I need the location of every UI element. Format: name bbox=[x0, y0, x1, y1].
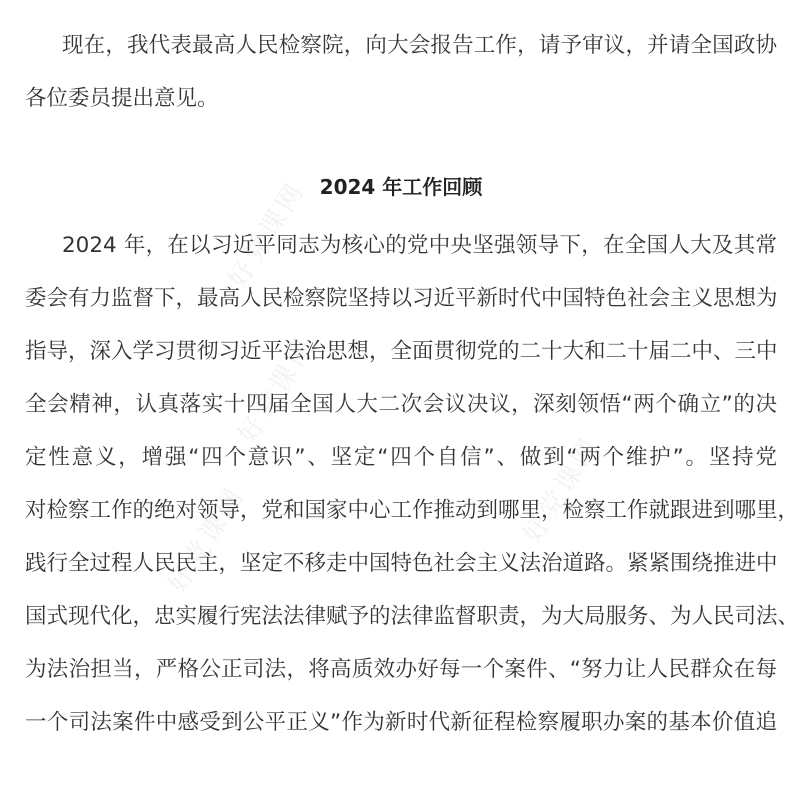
paragraph-line: 全会精神，认真落实十四届全国人大二次会议决议，深刻领悟“两个确立”的决 bbox=[25, 392, 777, 417]
paragraph-line: 为法治担当，严格公正司法，将高质效办好每一个案件、“努力让人民群众在每 bbox=[25, 657, 777, 682]
paragraph-line: 一个司法案件中感受到公平正义”作为新时代新征程检察履职办案的基本价值追 bbox=[25, 710, 777, 735]
document-body bbox=[25, 0, 800, 749]
watermark: 好党课网 bbox=[517, 430, 607, 549]
paragraph-line: 践行全过程人民民主，坚定不移走中国特色社会主义法治道路。紧紧围绕推进中 bbox=[25, 551, 778, 576]
watermark: 好党课网 bbox=[232, 330, 322, 449]
watermark: 好党课网 bbox=[162, 480, 252, 599]
paragraph-line: 委会有力监督下，最高人民检察院坚持以习近平新时代中国特色社会主义思想为 bbox=[25, 286, 778, 311]
intro-line: 现在，我代表最高人民检察院，向大会报告工作，请予审议，并请全国政协 bbox=[62, 33, 777, 58]
section-heading: 2024 年工作回顾 bbox=[319, 175, 483, 199]
paragraph-line: 对检察工作的绝对领导，党和国家中心工作推动到哪里，检察工作就跟进到哪里， bbox=[25, 498, 800, 523]
paragraph-line: 2024 年，在以习近平同志为核心的党中央坚强领导下，在全国人大及其常 bbox=[62, 233, 777, 258]
intro-line: 各位委员提出意见。 bbox=[25, 86, 219, 111]
paragraph-line: 国式现代化，忠实履行宪法法律赋予的法律监督职责，为大局服务、为人民司法、 bbox=[25, 604, 800, 629]
paragraph-line: 指导，深入学习贯彻习近平法治思想，全面贯彻党的二十大和二十届二中、三中 bbox=[25, 339, 778, 364]
paragraph-line: 定性意义，增强“四个意识”、坚定“四个自信”、做到“两个维护”。坚持党 bbox=[25, 445, 777, 470]
watermark: 好党课网 bbox=[222, 175, 312, 294]
